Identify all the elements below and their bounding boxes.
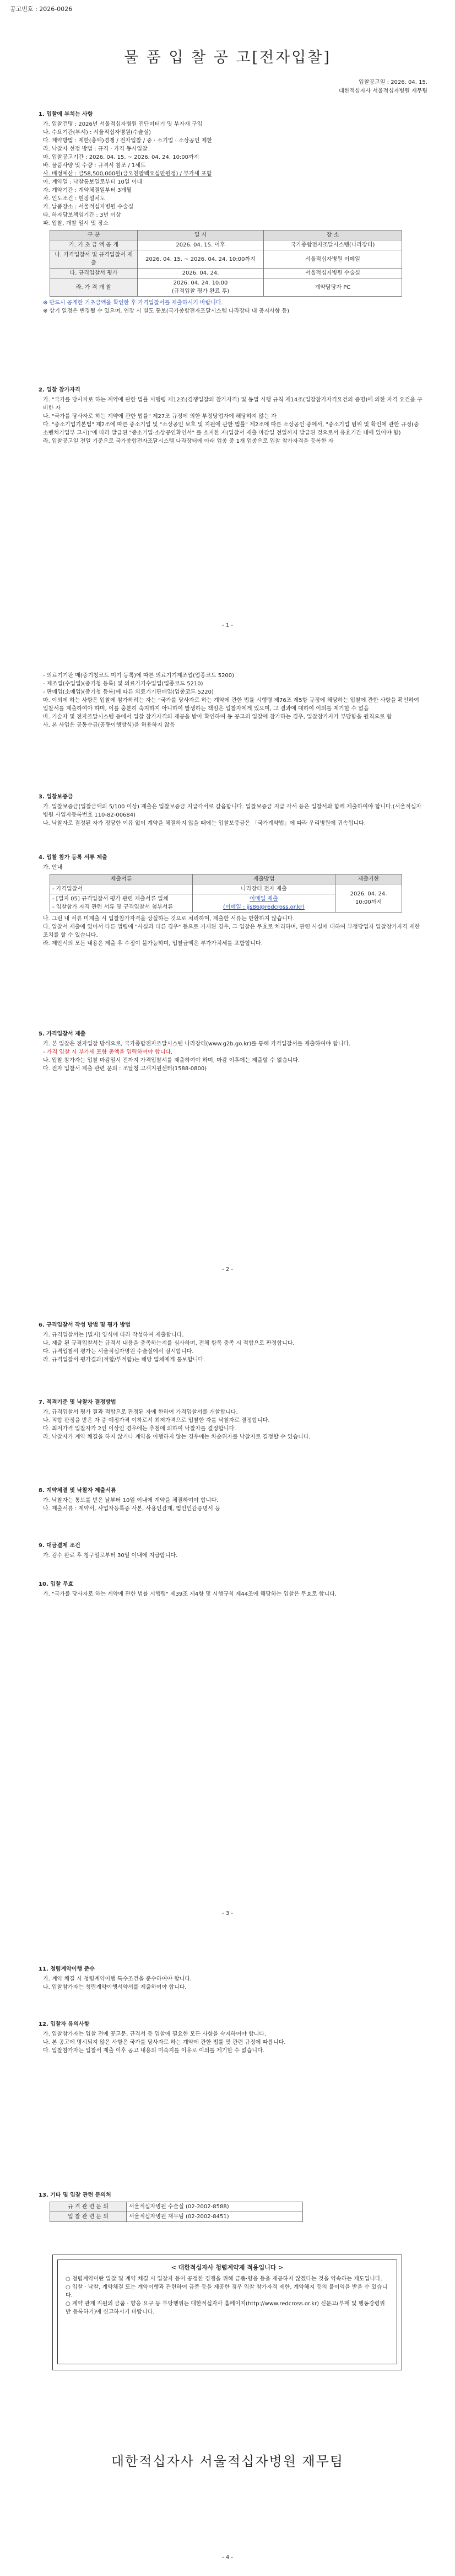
- table-cell: 2026. 04. 15. 이후: [138, 240, 264, 250]
- section-heading: 8. 계약체결 및 낙찰자 제출서류: [39, 1488, 116, 1494]
- section-13: [39, 2191, 424, 2224]
- list-item: 다. 전자 입찰서 제출 관련 문의 : 조달청 고객지원센터(1588-0800): [43, 1066, 207, 1072]
- list-item: 마. 입찰공고기간 : 2026. 04. 15. ~ 2026. 04. 24. 10:00까지: [43, 154, 199, 160]
- table-row: [50, 240, 402, 250]
- table-cell: 2026. 04. 24. 10:00 (규격입찰 평가 완료 후): [138, 278, 264, 297]
- section-8: [39, 1486, 424, 1513]
- table-cell: 2026. 04. 24.: [138, 269, 264, 278]
- list-item: 가. 낙찰자는 통보를 받은 날부터 10일 이내에 계약을 체결하여야 합니다.: [43, 1498, 219, 1504]
- list-item: 가. 검수 완료 후 청구일로부터 30일 이내에 지급합니다.: [43, 1553, 178, 1559]
- integrity-notice-box: [52, 2255, 402, 2370]
- table-header: 제출서류: [50, 874, 193, 884]
- list-item: 라. 규격입찰서 평가결과(적합/부적합)는 해당 업체에게 통보합니다.: [43, 1357, 205, 1363]
- announce-org: 대한적십자사 서울적십자병원 재무팀: [339, 88, 427, 94]
- table-cell: 라. 가 격 개 찰: [50, 278, 138, 297]
- page-3: [0, 1288, 455, 1932]
- section-heading: 6. 규격입찰서 작성 방법 및 평가 방법: [39, 1322, 131, 1328]
- list-item: 다. 최저가격 입찰자가 2인 이상인 경우에는 추첨에 의하여 낙찰자를 결정합니다.: [43, 1426, 236, 1432]
- list-item: 가. "국가를 당사자로 하는 계약에 관한 법률 시행령 제12조(경쟁입찰의 참가자격) 및 동법 시행 규칙 제14조(입찰참가자격요건의 증명)에 의한 자격 요건을 구비한 자: [43, 397, 422, 411]
- table-cell: 서울적십자병원 재무팀 (02-2002-8451): [127, 2212, 303, 2222]
- list-item: 나. 제출서류 : 계약서, 사업자등록증 사본, 사용인감계, 법인인감증명서 등: [43, 1506, 220, 1512]
- table-cell: 서울적십자병원 이메일: [264, 250, 402, 269]
- list-item: 가. 규격입찰서 평가 결과 적합으로 판정된 자에 한하여 가격입찰서를 개찰합니다.: [43, 1409, 238, 1415]
- list-item: 가. 본 입찰은 전자입찰 방식으로, 국가종합전자조달시스템 나라장터(www.g2b.go.kr)를 통해 가격입찰서를 제출하여야 합니다.: [43, 1041, 351, 1047]
- section-heading: 5. 가격입찰서 제출: [39, 1031, 86, 1037]
- table-cell: 2026. 04. 15. ~ 2026. 04. 24. 10:00까지: [138, 250, 264, 269]
- page-2: [0, 644, 455, 1288]
- page-4: [0, 1932, 455, 2576]
- section-heading: 7. 적격기준 및 낙찰자 결정방법: [39, 1399, 116, 1405]
- table-header: 구 분: [50, 230, 138, 240]
- table-header: 제출방법: [193, 874, 335, 884]
- list-item: 사. 본 사업은 공동수급(공동이행방식)을 허용하지 않음: [43, 722, 175, 728]
- list-item: 나. 그런 내 서류 미제출 시 입찰참가자격을 상실하는 것으로 처리하며, 제출한 서류는 반환하지 않습니다.: [43, 916, 295, 922]
- section-heading: 3. 입찰보증금: [39, 794, 73, 800]
- section-4: [39, 854, 424, 948]
- list-item: 가. 안내: [43, 865, 63, 871]
- list-item: 자. 계약기간 : 계약체결일부터 3개월: [43, 187, 132, 194]
- table-cell: 입 찰 관 련 문 의: [50, 2212, 127, 2222]
- contact-table: [50, 2202, 303, 2222]
- document-title: 물 품 입 찰 공 고[전자입찰]: [124, 49, 331, 66]
- section-heading: 9. 대금결제 조건: [39, 1543, 80, 1549]
- section-3: [39, 793, 424, 828]
- list-item: 다. 입찰서 제출에 있어서 다른 법령에 "사실과 다른 경우" 등으로 기재된 경우, 그 입찰은 무효로 처리하며, 관련 사실에 대하여 부정당업자 입찰참가자격 제한 조치를 할 수 있습니다.: [43, 924, 420, 938]
- table-row: [50, 2202, 303, 2212]
- list-item: 타. 하자담보책임기간 : 3년 이상: [43, 212, 121, 218]
- announce-number: 공고번호 : 2026-0026: [10, 6, 73, 13]
- section-9: [39, 1542, 424, 1560]
- list-item: 가. 계약 체결 시 청렴계약이행 특수조건을 준수하여야 합니다.: [43, 1976, 192, 1982]
- list-item: 나. "국가를 당사자로 하는 계약에 관한 법률" 제27조 규정에 의한 부정당업자에 해당하지 않는 자: [43, 414, 277, 420]
- table-cell: 서울적십자병원 수술실: [264, 269, 402, 278]
- list-item: 나. 입찰 참가자는 입찰 마감일시 전까지 가격입찰서를 제출하여야 하며, 마감 이후에는 제출할 수 없습니다.: [43, 1058, 300, 1064]
- table-cell: 규 격 관 련 문 의: [50, 2202, 127, 2212]
- table-row: [50, 250, 402, 269]
- table-cell: - 가격입찰서: [50, 884, 193, 894]
- section-heading: 11. 청렴계약이행 준수: [39, 1966, 95, 1972]
- table-cell: 가. 기 초 금 액 공 개: [50, 240, 138, 250]
- list-item: 가. 입찰건명 : 2026년 서울적십자병원 진단미터기 및 부자재 구입: [43, 121, 203, 127]
- list-item: 라. 제안서의 모든 내용은 제출 후 수정이 불가능하며, 입찰금액은 부가가치세를 포함합니다.: [43, 941, 263, 947]
- list-item: - 판매업(소매업)(중기청 등록)에 따른 의료기기판매업(업종코드 5220): [43, 689, 214, 695]
- table-header: 장 소: [264, 230, 402, 240]
- notice-line: ○ 계약 관계 직원의 금품 · 향응 요구 등 부당행위는 대한적십자사 홈페이지(http://www.redcross.or.kr) 신문고(부패 및 행동강령위반 등록하기)에 신고하시기 바랍니다.: [66, 2301, 385, 2315]
- page-number: - 2 -: [222, 1266, 233, 1273]
- table-cell: 다. 규격입찰서 평가: [50, 269, 138, 278]
- list-item: 바. 기술자 및 전자조달시스템 등에서 입찰 참가자격의 제공을 받아 확인하여 동 공고의 입찰에 참가하는 경우, 입찰참가자가 부담함을 원칙으로 함: [43, 714, 392, 720]
- list-item: - 제조업(수입업)(중기청 등록) 및 의료기기수입업(업종코드 5210): [43, 681, 203, 687]
- note: ※ 상기 일정은 변경될 수 있으며, 연장 시 별도 통보(국가종합전자조달시스템 나라장터 내 공지사항 등): [43, 308, 290, 314]
- list-item: - 가격 입찰 시 부가세 포함 총액을 입력하여야 합니다.: [43, 1049, 173, 1055]
- list-item: 나. 제출 된 규격입찰서는 규격서 내용을 충족하는지를 심사하며, 전체 항목 충족 시 적합으로 판정합니다.: [43, 1340, 295, 1346]
- section-2: [39, 386, 424, 446]
- table-header: 제출기한: [335, 874, 402, 884]
- table-header: 일 시: [138, 230, 264, 240]
- section-12: [39, 2020, 424, 2055]
- issuer-signature: 대한적십자사 서울적십자병원 재무팀: [111, 2454, 344, 2469]
- section-heading: 12. 입찰자 유의사항: [39, 2021, 90, 2027]
- page-1: [0, 0, 455, 644]
- table-cell: 계약담당자 PC: [264, 278, 402, 297]
- page-number: - 3 -: [222, 1910, 233, 1917]
- list-item: 라. 입찰공고일 전일 기준으로 국가종합전자조달시스템 나라장터에 아래 업종 중 1개 업종으로 입찰 참가자격을 등록한 자: [43, 438, 334, 444]
- list-item: 카. 납품장소 : 서울적십자병원 수술실: [43, 204, 134, 210]
- section-heading: 10. 입찰 무효: [39, 1581, 74, 1587]
- section-heading: 2. 입찰 참가자격: [39, 387, 80, 393]
- list-item: 나. 낙찰자로 결정된 자가 정당한 이유 없이 계약을 체결하지 않을 때에는 입찰보증금은 「국가계약법」에 따라 우리병원에 귀속됩니다.: [43, 820, 366, 827]
- table-cell: - [별지 05] 규격입찰서 평가 관련 제출서류 일체 - 입찰참가 자격 관련 서류 및 규격입찰서 첨부서류: [50, 894, 193, 913]
- list-item: 라. 낙찰자 선정 방법 : 규격 · 가격 동시입찰: [43, 146, 148, 152]
- section-1: [39, 110, 424, 315]
- announce-date: 입찰공고일 : 2026. 04. 15.: [359, 79, 427, 85]
- list-item: 가. "국가를 당사자로 하는 계약에 관한 법률 시행령" 제39조 제4항 및 시행규칙 제44조에 해당하는 입찰은 무효로 합니다.: [43, 1591, 337, 1597]
- table-row: [50, 278, 402, 297]
- list-item: 나. 입찰참가자는 청렴계약이행서약서를 제출하여야 합니다.: [43, 1984, 187, 1990]
- notice-line: ○ 입찰 · 낙찰, 계약체결 또는 계약이행과 관련하여 금품 등을 제공한 경우 입찰 참가자격 제한, 계약해지 등의 불이익을 받을 수 있습니다.: [66, 2284, 388, 2299]
- list-item: 라. 낙찰자가 계약 체결을 하지 않거나 계약을 이행하지 않는 경우에는 차순위자를 낙찰자로 결정할 수 있습니다.: [43, 1434, 311, 1440]
- list-item: 파. 입찰, 개찰 일시 및 장소: [43, 221, 109, 227]
- table-row: [50, 2212, 303, 2222]
- schedule-table: [50, 230, 402, 297]
- table-cell: 2026. 04. 24. 10:00까지: [335, 884, 402, 913]
- email-link[interactable]: 이메일 제출 (이메일 : jjs86@redcross.or.kr): [193, 894, 335, 913]
- section-5: [39, 1030, 424, 1073]
- list-item: 차. 인도조건 : 현장설치도: [43, 196, 105, 202]
- section-6: [39, 1321, 424, 1364]
- list-item: 가. 규격입찰서는 [별지] 양식에 따라 작성하여 제출합니다.: [43, 1332, 184, 1338]
- table-cell: 나라장터 전자 제출: [193, 884, 335, 894]
- page-number: - 1 -: [222, 622, 233, 629]
- section-7: [39, 1398, 424, 1441]
- table-row: [50, 269, 402, 278]
- list-item: 나. 수요기관(부서) : 서울적십자병원(수술실): [43, 130, 151, 136]
- section-heading: 1. 입찰에 부치는 사항: [39, 111, 93, 117]
- list-item: 아. 계약일 : 낙찰통보일로부터 10일 이내: [43, 179, 143, 185]
- list-item: 나. 적합 판정을 받은 자 중 예정가격 이하로서 최저가격으로 입찰한 자를 낙찰자로 결정합니다.: [43, 1418, 270, 1424]
- section-10: [39, 1580, 424, 1598]
- note: ※ 반드시 공개한 기초금액을 확인한 후 가격입찰서를 제출하시기 바랍니다.: [43, 300, 223, 306]
- list-item: 나. 본 공고에 명시되지 않은 사항은 국가를 당사자로 하는 계약에 관한 법률 및 관련 규정에 따릅니다.: [43, 2040, 286, 2046]
- list-item: 다. 규격입찰서 평가는 서울적십자병원 수술실에서 실시합니다.: [43, 1349, 194, 1355]
- submission-table: [50, 874, 402, 913]
- list-item: 바. 물품사양 및 수량 : 규격서 참조 / 1세트: [43, 163, 146, 169]
- table-cell: 서울적십자병원 수술실 (02-2002-8588): [127, 2202, 303, 2212]
- table-cell: 국가종합전자조달시스템(나라장터): [264, 240, 402, 250]
- notice-line: ○ 청렴계약이란 입찰 및 계약 체결 시 입찰자 등이 공정한 경쟁을 위해 금품·향응 등을 제공하지 않겠다는 것을 약속하는 제도입니다.: [66, 2276, 382, 2282]
- list-item: 다. 계약방법 : 제한(총액)경쟁 / 전자입찰 / 중 · 소기업 · 소상공인 제한: [43, 138, 213, 144]
- section-2-continued: [39, 672, 424, 729]
- section-heading: 4. 입찰 참가 등록 서류 제출: [39, 855, 107, 861]
- section-11: [39, 1965, 424, 1992]
- list-item: 다. "중소기업기본법" 제2조에 따른 중소기업 및 "소상공인 보호 및 지원에 관한 법률" 제2조에 따른 소상공인 중에서, "중소기업 범위 및 확인에 관한 규정(중소벤처기업부 고시)"에 따라 발급된 "중소기업·소상공인확인서" 를 소지한 자(입찰서 제출 마감일 전일까지 발급된 것으로서 유효기간 내에 있어야 함): [43, 422, 419, 436]
- list-item: 가. 입찰보증금(입찰금액의 5/100 이상) 제출은 입찰보증금 지급각서로 갈음합니다. 입찰보증금 지급 각서 등은 입찰서와 함께 제출하여야 합니다.(서울적십자병원 사업자등록번호 110-82-00684): [43, 804, 421, 818]
- list-item: 다. 입찰참가자는 입찰서 제출 이후 공고 내용의 미숙지를 이유로 이의를 제기할 수 없습니다.: [43, 2048, 264, 2054]
- table-row: [50, 884, 402, 894]
- list-item: 마. 이외에 하는 사항은 입찰에 참가하려는 자는 "국가를 당사자로 하는 계약에 관한 법률 시행령 제76조 제5항 규정에 해당하는 입찰에 관한 사항을 확인하여 입찰서를 제출하여야 하며, 이를 충분히 숙지하지 아니하여 발생하는 책임은 입찰자에게 있으며, 그 결과에 대하여 이의를 제기할 수 없음: [43, 697, 419, 712]
- table-cell: 나. 가격입찰서 및 규격입찰서 제출: [50, 250, 138, 269]
- page-number: - 4 -: [222, 2554, 233, 2561]
- list-item: 가. 입찰참가자는 입찰 전에 공고문, 규격서 등 입찰에 필요한 모든 사항을 숙지하여야 합니다.: [43, 2031, 267, 2037]
- notice-heading: < 대한적십자사 청렴계약제 적용입니다 >: [171, 2264, 284, 2271]
- section-heading: 13. 기타 및 입찰 관련 문의처: [39, 2192, 111, 2198]
- list-item: - 의료기기판 매(중기청코드 미기 등록)에 따른 의료기기제조업(업종코드 5200): [43, 673, 235, 679]
- list-item: 사. 배정예산 : 금58,500,000원(금오천팔백오십만원정) / 부가세 포함: [43, 171, 212, 177]
